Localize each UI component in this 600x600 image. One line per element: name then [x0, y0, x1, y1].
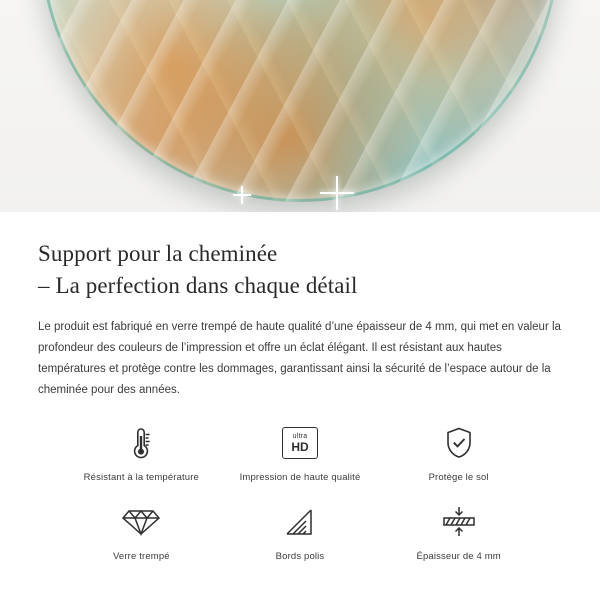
ultra-hd-bottom-text: HD	[291, 440, 309, 455]
headline-line-1: Support pour la cheminée	[38, 241, 278, 266]
content-section	[0, 212, 600, 562]
feature-label: Épaisseur de 4 mm	[416, 550, 501, 562]
glass-disc-image	[40, 0, 560, 202]
feature-item-print-quality	[221, 423, 380, 483]
diamond-icon	[121, 502, 161, 542]
feature-label: Impression de haute qualité	[239, 472, 361, 484]
feature-grid	[38, 423, 562, 562]
thickness-arrows-icon	[438, 502, 480, 542]
feature-item-thickness	[379, 502, 538, 562]
feature-label: Protège le sol	[428, 472, 489, 484]
thermometer-icon	[123, 423, 159, 463]
feature-item-tempered-glass	[62, 502, 221, 562]
feature-item-floor-protection	[379, 423, 538, 483]
ultra-hd-top-text: ultra	[292, 433, 308, 441]
glass-disc-edge	[40, 0, 560, 202]
product-description: Le produit est fabriqué en verre trempé de haute qualité d’une épaisseur de 4 mm, qui met en valeur la profondeur des couleurs de l’impression et offre un éclat élégant. Il est résistant aux hautes températures et protège contre les dommages, garantissant ainsi la sécurité de l’espace autour de la cheminée pour des années.	[38, 321, 561, 397]
feature-label: Bords polis	[275, 550, 325, 562]
shield-check-icon	[441, 423, 477, 463]
page-title	[38, 238, 562, 301]
feature-item-temperature	[62, 423, 221, 483]
ultra-hd-icon	[282, 423, 318, 463]
feature-label: Verre trempé	[112, 550, 170, 562]
polished-edges-icon	[282, 502, 318, 542]
feature-item-polished-edges	[221, 502, 380, 562]
headline-line-2: – La perfection dans chaque détail	[38, 272, 358, 298]
hero-image	[0, 0, 600, 212]
feature-label: Résistant à la température	[83, 472, 199, 484]
